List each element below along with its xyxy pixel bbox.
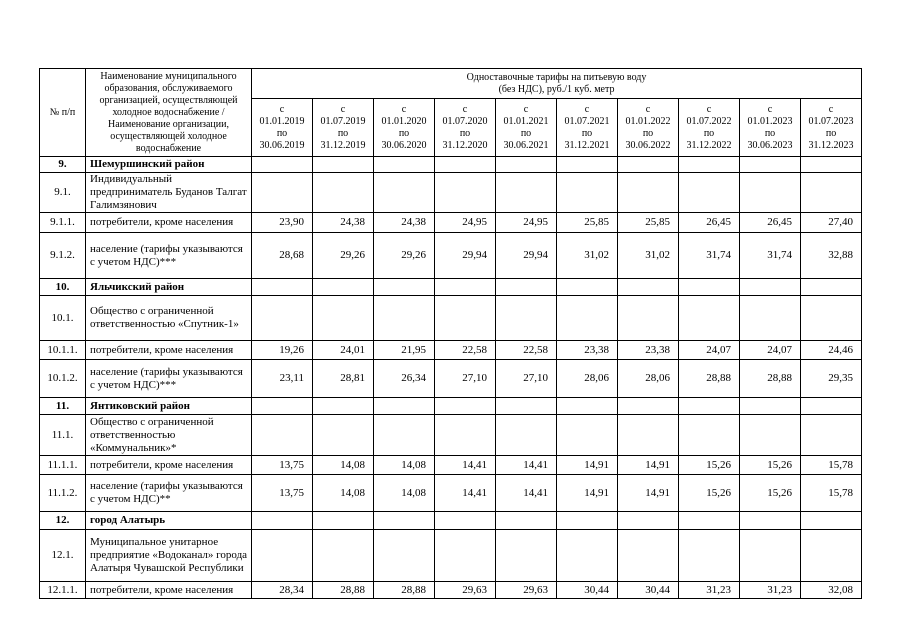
period-header-cell — [435, 99, 496, 157]
tariff-value — [679, 279, 740, 296]
org-row — [40, 173, 862, 213]
tariff-value: 23,38 — [557, 341, 618, 360]
tariff-value: 25,85 — [618, 213, 679, 233]
tariff-value: 15,26 — [679, 456, 740, 475]
tariff-value: 30,44 — [618, 582, 679, 599]
section-row — [40, 279, 862, 296]
tariff-value — [679, 398, 740, 415]
tariff-value: 19,26 — [252, 341, 313, 360]
tariff-value: 14,08 — [313, 456, 374, 475]
period-from-word: с — [340, 103, 346, 115]
tariff-value — [618, 157, 679, 173]
tariff-value: 29,26 — [374, 233, 435, 279]
consumer-category: потребители, кроме населения — [86, 341, 252, 360]
tariff-value — [435, 157, 496, 173]
tariff-value: 27,10 — [496, 360, 557, 398]
tariff-value: 25,85 — [557, 213, 618, 233]
period-header-cell — [618, 99, 679, 157]
consumer-category: потребители, кроме населения — [86, 213, 252, 233]
tariff-value — [557, 296, 618, 341]
tariff-value — [740, 530, 801, 582]
period-from-word: с — [828, 103, 834, 115]
period-from-date: 01.07.2021 — [564, 115, 610, 127]
row-number: 12.1.1. — [40, 582, 86, 599]
period-from-date: 01.01.2023 — [747, 115, 793, 127]
consumer-category: потребители, кроме населения — [86, 456, 252, 475]
row-number: 9. — [40, 157, 86, 173]
tariff-value — [374, 279, 435, 296]
tariff-title-line2: (без НДС), руб./1 куб. метр — [498, 83, 615, 95]
period-to-word: по — [703, 127, 715, 139]
table-row — [40, 233, 862, 279]
tariff-value — [374, 398, 435, 415]
tariff-value: 24,46 — [801, 341, 862, 360]
tariff-value: 29,63 — [435, 582, 496, 599]
tariff-value — [801, 398, 862, 415]
period-header-cell — [557, 99, 618, 157]
row-number: 10.1.1. — [40, 341, 86, 360]
tariff-value — [740, 173, 801, 213]
tariff-value: 24,07 — [740, 341, 801, 360]
tariff-value: 31,74 — [740, 233, 801, 279]
period-to-word: по — [459, 127, 471, 139]
period-to-date: 30.06.2022 — [625, 139, 671, 151]
tariff-value: 28,68 — [252, 233, 313, 279]
tariff-value: 14,91 — [557, 475, 618, 512]
consumer-category: население (тарифы указываются с учетом НДС)*** — [86, 233, 252, 279]
period-to-word: по — [581, 127, 593, 139]
tariff-value — [679, 512, 740, 530]
tariff-value: 29,94 — [496, 233, 557, 279]
tariff-value — [557, 398, 618, 415]
tariff-value — [496, 512, 557, 530]
header-tariff-cell — [252, 69, 862, 99]
tariff-value — [801, 512, 862, 530]
tariff-value: 31,23 — [679, 582, 740, 599]
header-row-top — [40, 69, 862, 99]
period-to-date: 31.12.2019 — [320, 139, 366, 151]
tariff-value: 14,08 — [313, 475, 374, 512]
row-number: 12. — [40, 512, 86, 530]
tariff-value: 15,78 — [801, 475, 862, 512]
period-header-cell — [252, 99, 313, 157]
tariff-value — [679, 296, 740, 341]
table-row — [40, 456, 862, 475]
tariff-value — [435, 398, 496, 415]
tariff-value: 28,88 — [679, 360, 740, 398]
tariff-value: 14,08 — [374, 456, 435, 475]
tariff-value — [252, 173, 313, 213]
period-from-date: 01.07.2023 — [808, 115, 854, 127]
period-from-word: с — [767, 103, 773, 115]
tariff-value: 28,34 — [252, 582, 313, 599]
table-row — [40, 341, 862, 360]
tariff-value — [557, 279, 618, 296]
organization-name: Общество с ограниченной ответственностью «Спутник-1» — [86, 296, 252, 341]
tariff-value — [618, 512, 679, 530]
row-number: 11. — [40, 398, 86, 415]
tariff-value — [618, 398, 679, 415]
row-number: 11.1.1. — [40, 456, 86, 475]
tariff-value — [618, 530, 679, 582]
tariff-value: 26,45 — [740, 213, 801, 233]
tariff-value: 29,35 — [801, 360, 862, 398]
period-to-word: по — [764, 127, 776, 139]
tariff-value: 24,95 — [435, 213, 496, 233]
tariff-value — [313, 415, 374, 456]
header-num-cell: № п/п — [40, 69, 86, 157]
period-to-word: по — [398, 127, 410, 139]
tariff-value: 14,41 — [435, 475, 496, 512]
tariff-value: 22,58 — [496, 341, 557, 360]
tariff-value: 21,95 — [374, 341, 435, 360]
tariff-value: 22,58 — [435, 341, 496, 360]
consumer-category: население (тарифы указываются с учетом НДС)*** — [86, 360, 252, 398]
tariff-value — [801, 530, 862, 582]
period-to-word: по — [276, 127, 288, 139]
period-to-date: 31.12.2022 — [686, 139, 732, 151]
tariff-value — [435, 415, 496, 456]
period-to-date: 30.06.2023 — [747, 139, 793, 151]
tariff-value — [557, 157, 618, 173]
tariff-value — [618, 296, 679, 341]
period-to-word: по — [337, 127, 349, 139]
period-header-cell — [313, 99, 374, 157]
tariff-value: 24,38 — [374, 213, 435, 233]
tariff-value: 29,94 — [435, 233, 496, 279]
organization-name: Муниципальное унитарное предприятие «Водоканал» города Алатыря Чувашской Республики — [86, 530, 252, 582]
tariff-value — [374, 512, 435, 530]
row-number: 11.1. — [40, 415, 86, 456]
table-row — [40, 213, 862, 233]
tariff-value: 15,26 — [679, 475, 740, 512]
tariff-value: 31,02 — [557, 233, 618, 279]
section-name: Шемуршинский район — [86, 157, 252, 173]
row-number: 10. — [40, 279, 86, 296]
tariff-value: 29,26 — [313, 233, 374, 279]
row-number: 9.1.1. — [40, 213, 86, 233]
tariff-value — [252, 530, 313, 582]
consumer-category: население (тарифы указываются с учетом НДС)** — [86, 475, 252, 512]
org-row — [40, 415, 862, 456]
tariff-value — [801, 279, 862, 296]
tariff-value — [740, 512, 801, 530]
tariff-value — [618, 279, 679, 296]
tariff-value: 27,10 — [435, 360, 496, 398]
tariff-value — [679, 415, 740, 456]
tariff-value: 28,88 — [740, 360, 801, 398]
tariff-value — [496, 279, 557, 296]
tariff-value — [740, 296, 801, 341]
period-from-word: с — [401, 103, 407, 115]
tariff-value — [435, 279, 496, 296]
tariff-value: 28,88 — [313, 582, 374, 599]
tariff-value: 31,02 — [618, 233, 679, 279]
tariff-value — [679, 530, 740, 582]
row-number: 9.1. — [40, 173, 86, 213]
tariff-value — [435, 512, 496, 530]
period-header-cell — [496, 99, 557, 157]
period-from-word: с — [584, 103, 590, 115]
period-header-cell — [374, 99, 435, 157]
tariff-value: 26,34 — [374, 360, 435, 398]
tariff-value: 28,06 — [618, 360, 679, 398]
table-body — [40, 157, 862, 599]
tariff-value: 23,90 — [252, 213, 313, 233]
tariff-value — [801, 157, 862, 173]
tariff-value: 14,91 — [618, 456, 679, 475]
tariff-value: 32,08 — [801, 582, 862, 599]
tariff-value: 31,74 — [679, 233, 740, 279]
tariff-value — [496, 530, 557, 582]
tariff-value — [496, 415, 557, 456]
tariff-value — [496, 296, 557, 341]
tariff-value — [374, 415, 435, 456]
tariff-value — [313, 157, 374, 173]
tariff-value: 23,11 — [252, 360, 313, 398]
tariff-value: 24,38 — [313, 213, 374, 233]
tariff-value: 24,95 — [496, 213, 557, 233]
tariff-value: 14,08 — [374, 475, 435, 512]
tariff-value: 28,06 — [557, 360, 618, 398]
period-to-word: по — [520, 127, 532, 139]
tariff-value: 26,45 — [679, 213, 740, 233]
row-number: 9.1.2. — [40, 233, 86, 279]
consumer-category: потребители, кроме населения — [86, 582, 252, 599]
row-number: 11.1.2. — [40, 475, 86, 512]
tariff-value — [618, 415, 679, 456]
tariff-value: 24,01 — [313, 341, 374, 360]
tariff-value — [801, 415, 862, 456]
tariff-value: 14,41 — [496, 475, 557, 512]
tariff-value: 31,23 — [740, 582, 801, 599]
tariff-value — [557, 530, 618, 582]
period-header-cell — [801, 99, 862, 157]
tariff-value — [557, 512, 618, 530]
tariff-value — [496, 157, 557, 173]
period-from-word: с — [279, 103, 285, 115]
tariff-value: 28,88 — [374, 582, 435, 599]
period-from-date: 01.01.2022 — [625, 115, 671, 127]
row-number: 10.1. — [40, 296, 86, 341]
tariff-value: 13,75 — [252, 456, 313, 475]
row-number: 12.1. — [40, 530, 86, 582]
org-row — [40, 530, 862, 582]
period-from-date: 01.01.2020 — [381, 115, 427, 127]
period-from-date: 01.07.2020 — [442, 115, 488, 127]
tariff-value: 27,40 — [801, 213, 862, 233]
tariff-value — [618, 173, 679, 213]
tariff-value — [374, 296, 435, 341]
tariff-value: 30,44 — [557, 582, 618, 599]
tariff-value — [313, 398, 374, 415]
tariff-value — [313, 530, 374, 582]
tariff-value — [740, 415, 801, 456]
tariff-value — [679, 173, 740, 213]
section-row — [40, 512, 862, 530]
tariff-value — [252, 279, 313, 296]
tariff-value: 32,88 — [801, 233, 862, 279]
row-number: 10.1.2. — [40, 360, 86, 398]
tariff-value: 14,91 — [557, 456, 618, 475]
table-row — [40, 360, 862, 398]
period-to-word: по — [825, 127, 837, 139]
header-name-cell: Наименование муниципального образования, обслуживаемого организацией, осуществляющей холодное водоснабжение / Наименование организации, осуществляющей холодное водоснабжение — [86, 69, 252, 157]
tariff-value: 14,91 — [618, 475, 679, 512]
period-to-date: 30.06.2020 — [381, 139, 427, 151]
section-row — [40, 157, 862, 173]
tariff-value — [252, 415, 313, 456]
tariff-value — [252, 157, 313, 173]
tariff-value: 15,26 — [740, 456, 801, 475]
section-name: Янтиковский район — [86, 398, 252, 415]
tariff-value — [374, 157, 435, 173]
period-from-date: 01.07.2019 — [320, 115, 366, 127]
tariff-value — [313, 279, 374, 296]
tariff-value — [557, 415, 618, 456]
tariff-value: 29,63 — [496, 582, 557, 599]
period-header-cell — [679, 99, 740, 157]
tariff-value — [801, 173, 862, 213]
tariff-value — [313, 173, 374, 213]
period-header-cell — [740, 99, 801, 157]
period-from-date: 01.01.2021 — [503, 115, 549, 127]
tariff-value — [496, 398, 557, 415]
tariff-value — [801, 296, 862, 341]
period-from-word: с — [645, 103, 651, 115]
tariff-value: 13,75 — [252, 475, 313, 512]
table-row — [40, 475, 862, 512]
tariff-value — [740, 157, 801, 173]
tariff-value — [252, 512, 313, 530]
period-from-date: 01.07.2022 — [686, 115, 732, 127]
tariff-value — [435, 530, 496, 582]
tariff-value — [679, 157, 740, 173]
tariff-value — [252, 398, 313, 415]
period-to-date: 31.12.2023 — [808, 139, 854, 151]
period-to-date: 31.12.2021 — [564, 139, 610, 151]
tariff-value — [557, 173, 618, 213]
organization-name: Индивидуальный предприниматель Буданов Талгат Галимзянович — [86, 173, 252, 213]
period-to-word: по — [642, 127, 654, 139]
table-row — [40, 582, 862, 599]
tariff-value — [252, 296, 313, 341]
tariff-value — [374, 173, 435, 213]
tariff-value: 15,26 — [740, 475, 801, 512]
tariff-value: 24,07 — [679, 341, 740, 360]
period-from-word: с — [706, 103, 712, 115]
tariff-value — [435, 296, 496, 341]
section-row — [40, 398, 862, 415]
org-row — [40, 296, 862, 341]
section-name: Яльчикский район — [86, 279, 252, 296]
tariff-value: 23,38 — [618, 341, 679, 360]
tariff-value — [313, 512, 374, 530]
section-name: город Алатырь — [86, 512, 252, 530]
tariff-value — [496, 173, 557, 213]
period-to-date: 30.06.2019 — [259, 139, 305, 151]
period-to-date: 30.06.2021 — [503, 139, 549, 151]
tariff-value: 15,78 — [801, 456, 862, 475]
tariff-value: 14,41 — [435, 456, 496, 475]
tariff-value: 14,41 — [496, 456, 557, 475]
tariff-table — [39, 68, 862, 599]
period-from-word: с — [523, 103, 529, 115]
tariff-value — [435, 173, 496, 213]
tariff-title-line1: Одноставочные тарифы на питьевую воду — [466, 71, 647, 83]
tariff-value — [740, 398, 801, 415]
organization-name: Общество с ограниченной ответственностью «Коммунальник»* — [86, 415, 252, 456]
tariff-value: 28,81 — [313, 360, 374, 398]
tariff-value — [740, 279, 801, 296]
period-to-date: 31.12.2020 — [442, 139, 488, 151]
period-from-word: с — [462, 103, 468, 115]
tariff-value — [374, 530, 435, 582]
tariff-value — [313, 296, 374, 341]
period-from-date: 01.01.2019 — [259, 115, 305, 127]
